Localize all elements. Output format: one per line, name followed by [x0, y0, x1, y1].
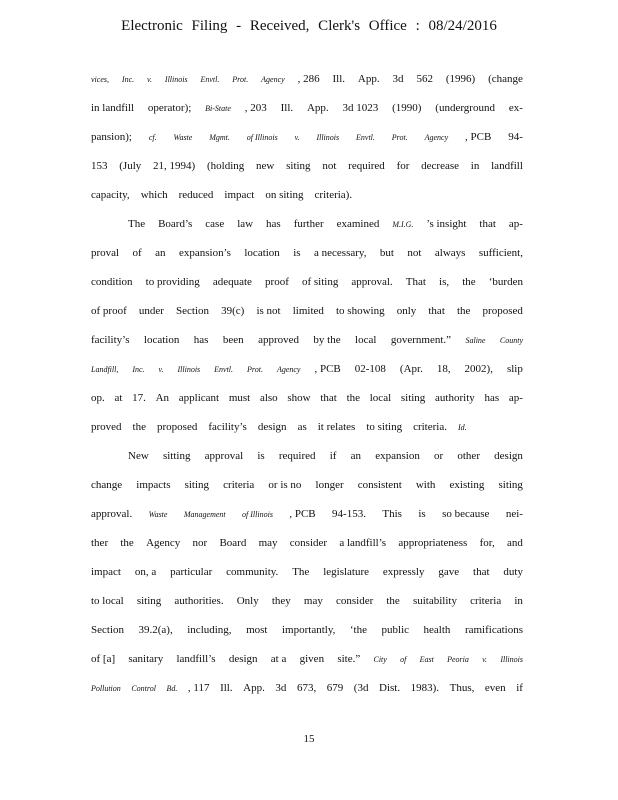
- text-line: [91, 276, 523, 288]
- word: capacity,: [91, 189, 130, 201]
- word: 3d: [275, 682, 287, 694]
- text-line: [91, 102, 523, 114]
- italic-citation-word: v.: [294, 133, 300, 142]
- word: siting: [286, 160, 311, 172]
- word: at: [114, 392, 123, 404]
- word: , PCB: [289, 508, 316, 520]
- word: The: [128, 218, 146, 230]
- word: importantly,: [282, 624, 336, 636]
- word: is not: [256, 305, 281, 317]
- word: to showing: [336, 305, 385, 317]
- italic-citation-word: Peoria: [447, 655, 469, 664]
- word: particular: [170, 566, 213, 578]
- word: location: [143, 334, 180, 346]
- word: is: [257, 450, 265, 462]
- text-line: [91, 566, 523, 578]
- word: that: [320, 392, 337, 404]
- italic-citation-word: Control: [131, 684, 156, 693]
- word: 94-153.: [332, 508, 366, 520]
- word: appropriateness: [398, 537, 468, 549]
- word: expansion’s: [178, 247, 231, 259]
- text-line: [91, 421, 523, 433]
- word: an: [350, 450, 362, 462]
- word: App.: [357, 73, 380, 85]
- word: the: [456, 305, 471, 317]
- text-line: [91, 392, 523, 404]
- word: 21, 1994): [153, 160, 196, 172]
- italic-citation-word: Inc.: [132, 365, 145, 374]
- italic-citation-word: Landfill,: [91, 365, 119, 374]
- italic-citation-word: City: [373, 655, 387, 664]
- word: suitability: [412, 595, 457, 607]
- word: pansion);: [91, 131, 132, 143]
- word: to local: [91, 595, 124, 607]
- word: Board’s: [158, 218, 193, 230]
- word: to providing: [145, 276, 200, 288]
- text-line: [128, 218, 523, 230]
- word: consider: [335, 595, 374, 607]
- word: has: [484, 392, 500, 404]
- word: 39(c): [221, 305, 245, 317]
- word: local: [369, 392, 392, 404]
- word: decrease: [421, 160, 460, 172]
- word: by the: [313, 334, 341, 346]
- italic-citation-word: Waste: [148, 510, 168, 519]
- word: (holding: [206, 160, 245, 172]
- word: 153: [91, 160, 108, 172]
- word: 17.: [132, 392, 146, 404]
- word: government.”: [390, 334, 452, 346]
- word: the: [346, 392, 361, 404]
- word: in: [470, 160, 480, 172]
- word: 679: [326, 682, 344, 694]
- word: even: [484, 682, 506, 694]
- word: location: [244, 247, 280, 259]
- word: adequate: [212, 276, 252, 288]
- word: operator);: [147, 102, 192, 114]
- italic-citation-word: of Illinois: [246, 133, 278, 142]
- word: the: [462, 276, 476, 288]
- italic-citation-word: Illinois: [316, 133, 340, 142]
- italic-citation-word: Envtl.: [200, 75, 220, 84]
- word: criteria).: [314, 189, 353, 201]
- italic-citation-word: v.: [482, 655, 488, 664]
- word: to siting: [366, 421, 403, 433]
- word: authority: [435, 392, 475, 404]
- word: facility’s: [208, 421, 247, 433]
- word: proposed: [482, 305, 523, 317]
- text-line: [91, 508, 523, 520]
- word: Ill.: [332, 73, 346, 85]
- word: as: [297, 421, 307, 433]
- italic-citation-word: M.I.G.: [392, 220, 414, 229]
- filing-stamp-header: Electronic Filing - Received, Clerk's Office : 08/24/2016: [121, 18, 497, 34]
- word: sanitary: [128, 653, 164, 665]
- word: 3d 1023: [342, 102, 379, 114]
- italic-citation-word: Bd.: [166, 684, 178, 693]
- word: The: [292, 566, 310, 578]
- word: landfill: [491, 160, 523, 172]
- word: the: [386, 595, 400, 607]
- word: ramifications: [464, 624, 523, 636]
- word: for: [396, 160, 410, 172]
- word: consistent: [357, 479, 402, 491]
- word: slip: [506, 363, 523, 375]
- word: required: [278, 450, 316, 462]
- word: approved: [258, 334, 299, 346]
- word: ther: [91, 537, 109, 549]
- word: siting: [498, 479, 523, 491]
- word: Thus,: [449, 682, 475, 694]
- word: App.: [243, 682, 265, 694]
- word: approval.: [351, 276, 393, 288]
- italic-citation-word: Inc.: [121, 75, 135, 84]
- word: 94-: [508, 131, 523, 143]
- word: 3d: [392, 73, 404, 85]
- word: , PCB: [465, 131, 492, 143]
- word: not: [322, 160, 337, 172]
- word: is: [418, 508, 426, 520]
- word: , 286: [297, 73, 320, 85]
- italic-citation-word: County: [499, 336, 523, 345]
- text-line: [91, 160, 523, 172]
- word: gave: [438, 566, 460, 578]
- italic-citation-word: Prot.: [232, 75, 249, 84]
- word: but: [379, 247, 394, 259]
- word: Board: [219, 537, 247, 549]
- word: expressly: [382, 566, 425, 578]
- word: on siting: [265, 189, 304, 201]
- word: proval: [91, 247, 120, 259]
- word: , PCB: [314, 363, 341, 375]
- word: This: [382, 508, 402, 520]
- italic-citation-word: Envtl.: [356, 133, 375, 142]
- word: An: [155, 392, 170, 404]
- word: is,: [439, 276, 450, 288]
- word: health: [423, 624, 451, 636]
- word: local: [355, 334, 377, 346]
- word: 39.2(a),: [138, 624, 173, 636]
- word: been: [222, 334, 244, 346]
- word: for,: [479, 537, 495, 549]
- word: new: [256, 160, 275, 172]
- italic-citation-word: of Illinois: [242, 510, 273, 519]
- word: consider: [289, 537, 328, 549]
- word: other: [457, 450, 480, 462]
- word: (3d: [353, 682, 369, 694]
- word: criteria: [223, 479, 255, 491]
- word: if: [329, 450, 337, 462]
- word: , 117: [187, 682, 210, 694]
- italic-citation-word: cf.: [148, 133, 157, 142]
- word: 2002),: [464, 363, 493, 375]
- word: also: [259, 392, 278, 404]
- word: impact: [91, 566, 121, 578]
- italic-citation-word: Saline: [465, 336, 486, 345]
- italic-citation-word: Prot.: [247, 365, 263, 374]
- word: may: [303, 595, 323, 607]
- word: ‘the: [349, 624, 367, 636]
- text-line: [91, 305, 523, 317]
- word: impact: [224, 189, 255, 201]
- word: is: [293, 247, 301, 259]
- word: design: [257, 421, 287, 433]
- word: siting: [136, 595, 162, 607]
- word: with: [415, 479, 436, 491]
- word: Only: [236, 595, 259, 607]
- text-line: [91, 334, 523, 346]
- italic-citation-word: v.: [147, 75, 152, 84]
- word: design: [494, 450, 523, 462]
- word: nor: [192, 537, 208, 549]
- word: site.”: [337, 653, 361, 665]
- word: it relates: [317, 421, 356, 433]
- italic-citation-word: Mgmt.: [209, 133, 230, 142]
- word: legislature: [323, 566, 370, 578]
- word: community.: [226, 566, 279, 578]
- word: ’s insight: [426, 218, 467, 230]
- word: (change: [488, 73, 523, 85]
- word: criteria.: [413, 421, 447, 433]
- word: may: [258, 537, 278, 549]
- word: 562: [416, 73, 433, 85]
- word: nei-: [505, 508, 523, 520]
- word: the: [120, 537, 134, 549]
- word: 18,: [436, 363, 451, 375]
- italic-citation-word: Agency: [261, 75, 285, 84]
- word: always: [434, 247, 466, 259]
- text-line: [91, 131, 523, 143]
- italic-citation-word: Envtl.: [214, 365, 234, 374]
- word: 673,: [296, 682, 317, 694]
- italic-citation-word: Agency: [276, 365, 301, 374]
- word: Ill.: [280, 102, 294, 114]
- word: they: [271, 595, 291, 607]
- italic-citation-word: Id.: [457, 423, 467, 432]
- word: that: [479, 218, 496, 230]
- word: Section: [91, 624, 124, 636]
- word: op.: [91, 392, 105, 404]
- word: of proof: [91, 305, 127, 317]
- word: longer: [315, 479, 344, 491]
- word: given: [299, 653, 325, 665]
- word: and: [506, 537, 523, 549]
- word: sufficient,: [478, 247, 523, 259]
- word: landfill’s: [176, 653, 216, 665]
- word: has: [193, 334, 209, 346]
- text-line: [91, 653, 523, 665]
- word: on, a: [134, 566, 157, 578]
- word: applicant: [178, 392, 220, 404]
- word: examined: [336, 218, 380, 230]
- word: authorities.: [174, 595, 224, 607]
- italic-citation-word: Waste: [173, 133, 193, 142]
- word: or: [434, 450, 444, 462]
- word: criteria: [470, 595, 502, 607]
- word: of [a]: [91, 653, 116, 665]
- word: or is no: [268, 479, 302, 491]
- word: siting: [184, 479, 210, 491]
- word: so because: [442, 508, 490, 520]
- word: App.: [306, 102, 329, 114]
- word: design: [228, 653, 258, 665]
- word: including,: [187, 624, 232, 636]
- italic-citation-word: East: [419, 655, 434, 664]
- word: only: [396, 305, 417, 317]
- page-number: 15: [303, 733, 315, 745]
- word: duty: [503, 566, 523, 578]
- text-line: [91, 189, 523, 201]
- word: public: [381, 624, 410, 636]
- word: case: [205, 218, 225, 230]
- text-line: [91, 247, 523, 259]
- word: Section: [176, 305, 210, 317]
- word: limited: [292, 305, 324, 317]
- word: Agency: [146, 537, 181, 549]
- word: (1996): [445, 73, 476, 85]
- italic-citation-word: Prot.: [391, 133, 408, 142]
- word: impacts: [136, 479, 171, 491]
- word: that: [428, 305, 445, 317]
- word: which: [140, 189, 168, 201]
- italic-citation-word: of: [400, 655, 407, 664]
- italic-citation-word: Illinois: [500, 655, 523, 664]
- word: the: [132, 421, 146, 433]
- word: Dist.: [379, 682, 401, 694]
- word: siting: [400, 392, 426, 404]
- italic-citation-word: Illinois: [177, 365, 201, 374]
- text-line: [91, 682, 523, 694]
- word: ap-: [508, 218, 523, 230]
- italic-citation-word: Management: [183, 510, 226, 519]
- text-line: [91, 479, 523, 491]
- italic-citation-word: vices,: [91, 75, 109, 84]
- word: ex-: [508, 102, 523, 114]
- word: reduced: [178, 189, 214, 201]
- word: most: [246, 624, 268, 636]
- word: sitting: [162, 450, 191, 462]
- word: ‘burden: [488, 276, 523, 288]
- word: existing: [449, 479, 485, 491]
- word: (1990): [392, 102, 422, 114]
- text-line: [91, 595, 523, 607]
- word: law: [237, 218, 254, 230]
- word: expansion: [375, 450, 420, 462]
- text-line: [91, 363, 523, 375]
- word: Ill.: [220, 682, 233, 694]
- word: 1983).: [410, 682, 440, 694]
- text-line: [128, 450, 523, 462]
- word: an: [155, 247, 166, 259]
- word: has: [266, 218, 281, 230]
- word: facility’s: [91, 334, 130, 346]
- word: that: [473, 566, 490, 578]
- italic-citation-word: Bi-State: [205, 104, 231, 113]
- word: at a: [270, 653, 287, 665]
- word: proved: [91, 421, 122, 433]
- word: 02-108: [354, 363, 386, 375]
- italic-citation-word: Pollution: [91, 684, 121, 693]
- word: required: [348, 160, 385, 172]
- word: (Apr.: [399, 363, 423, 375]
- text-line: [91, 73, 523, 85]
- italic-citation-word: Illinois: [164, 75, 188, 84]
- word: proof: [265, 276, 289, 288]
- text-line: [91, 537, 523, 549]
- word: must: [228, 392, 251, 404]
- word: in landfill: [91, 102, 135, 114]
- word: (underground: [435, 102, 495, 114]
- word: condition: [91, 276, 133, 288]
- word: change: [91, 479, 123, 491]
- word: a necessary,: [314, 247, 367, 259]
- italic-citation-word: Agency: [424, 133, 449, 142]
- word: show: [287, 392, 311, 404]
- word: if: [516, 682, 523, 694]
- word: proposed: [157, 421, 198, 433]
- word: , 203: [244, 102, 267, 114]
- text-line: [91, 624, 523, 636]
- word: under: [138, 305, 164, 317]
- word: ap-: [508, 392, 523, 404]
- word: not: [407, 247, 422, 259]
- word: in: [514, 595, 523, 607]
- word: of: [132, 247, 142, 259]
- word: approval.: [91, 508, 133, 520]
- word: (July: [119, 160, 142, 172]
- word: New: [128, 450, 149, 462]
- italic-citation-word: v.: [158, 365, 164, 374]
- word: approval: [204, 450, 244, 462]
- word: of siting: [301, 276, 339, 288]
- word: further: [293, 218, 324, 230]
- word: That: [405, 276, 426, 288]
- word: a landfill’s: [339, 537, 387, 549]
